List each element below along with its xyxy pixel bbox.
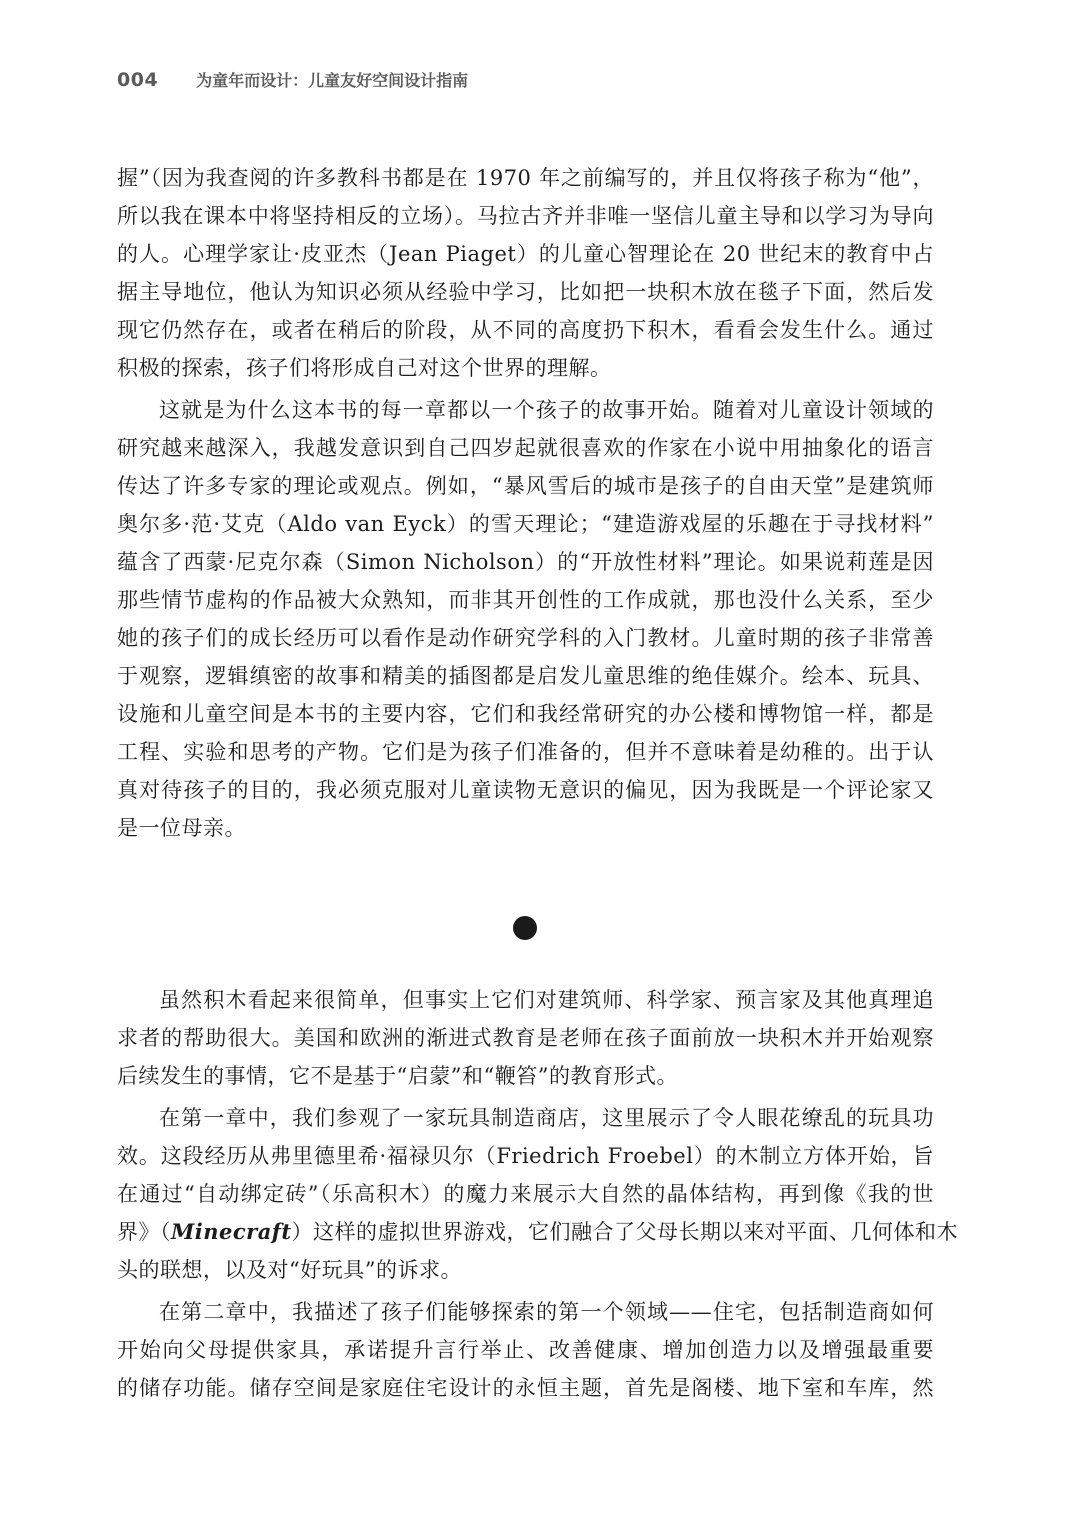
text-line: 后续发生的事情，它不是基于“启蒙”和“鞭笞”的教育形式。 bbox=[117, 1064, 678, 1088]
text-line: 那些情节虚构的作品被大众熟知，而非其开创性的工作成就，那也没什么关系，至少 bbox=[117, 588, 934, 612]
book-title-minecraft: Minecraft bbox=[171, 1219, 292, 1244]
text-line: 是一位母亲。 bbox=[117, 816, 246, 840]
text-line: 蕴含了西蒙·尼克尔森（Simon Nicholson）的“开放性材料”理论。如果说莉莲是因 bbox=[117, 550, 934, 574]
text-line: 她的孩子们的成长经历可以看作是动作研究学科的入门教材。儿童时期的孩子非常善 bbox=[117, 626, 934, 650]
text-line: 在第一章中，我们参观了一家玩具制造商店，这里展示了令人眼花缭乱的玩具功 bbox=[159, 1106, 934, 1130]
text-line: 头的联想，以及对“好玩具”的诉求。 bbox=[117, 1258, 462, 1282]
page-header bbox=[117, 68, 468, 96]
text-line: 传达了许多专家的理论或观点。例如，“暴风雪后的城市是孩子的自由天堂”是建筑师 bbox=[117, 474, 934, 498]
text-line: 开始向父母提供家具，承诺提升言行举止、改善健康、增加创造力以及增强最重要 bbox=[117, 1338, 934, 1362]
text-line: 于观察，逻辑缜密的故事和精美的插图都是启发儿童思维的绝佳媒介。绘本、玩具、 bbox=[117, 664, 934, 688]
text-line: 效。这段经历从弗里德里希·福禄贝尔（Friedrich Froebel）的木制立方体开始，旨 bbox=[117, 1144, 934, 1168]
text-line: 在第二章中，我描述了孩子们能够探索的第一个领域——住宅，包括制造商如何 bbox=[159, 1300, 934, 1324]
text-line: 现它仍然存在，或者在稍后的阶段，从不同的高度扔下积木，看看会发生什么。通过 bbox=[117, 318, 934, 342]
text-line: 这就是为什么这本书的每一章都以一个孩子的故事开始。随着对儿童设计领域的 bbox=[159, 398, 934, 422]
text-line: 虽然积木看起来很简单，但事实上它们对建筑师、科学家、预言家及其他真理追 bbox=[159, 988, 934, 1012]
text-line: 的人。心理学家让·皮亚杰（Jean Piaget）的儿童心智理论在 20 世纪末的教育中占 bbox=[117, 242, 934, 266]
text-line: 奥尔多·范·艾克（Aldo van Eyck）的雪天理论；“建造游戏屋的乐趣在于寻找材料” bbox=[117, 512, 934, 536]
text-line: 在通过“自动绑定砖”（乐高积木）的魔力来展示大自然的晶体结构，再到像《我的世 bbox=[117, 1182, 934, 1206]
text-line: 设施和儿童空间是本书的主要内容，它们和我经常研究的办公楼和博物馆一样，都是 bbox=[117, 702, 934, 726]
text-line: 真对待孩子的目的，我必须克服对儿童读物无意识的偏见，因为我既是一个评论家又 bbox=[117, 778, 934, 802]
text-line: 积极的探索，孩子们将形成自己对这个世界的理解。 bbox=[117, 356, 612, 380]
text-line bbox=[117, 1213, 959, 1251]
text-line: 研究越来越深入，我越发意识到自己四岁起就很喜欢的作家在小说中用抽象化的语言 bbox=[117, 436, 934, 460]
text-fragment: 界》（ bbox=[117, 1220, 171, 1244]
text-line: 据主导地位，他认为知识必须从经验中学习，比如把一块积木放在毯子下面，然后发 bbox=[117, 280, 934, 304]
text-fragment: ）这样的虚拟世界游戏，它们融合了父母长期以来对平面、几何体和木 bbox=[291, 1220, 959, 1244]
text-line: 求者的帮助很大。美国和欧洲的渐进式教育是老师在孩子面前放一块积木并开始观察 bbox=[117, 1026, 934, 1050]
text-line: 的储存功能。储存空间是家庭住宅设计的永恒主题，首先是阁楼、地下室和车库，然 bbox=[117, 1376, 934, 1400]
text-line: 工程、实验和思考的产物。它们是为孩子们准备的，但并不意味着是幼稚的。出于认 bbox=[117, 740, 934, 764]
text-line: 所以我在课本中将坚持相反的立场）。马拉古齐并非唯一坚信儿童主导和以学习为导向 bbox=[117, 204, 934, 228]
text-line: 握”（因为我查阅的许多教科书都是在 1970 年之前编写的，并且仅将孩子称为“他”， bbox=[117, 166, 934, 190]
running-title: 为童年而设计：儿童友好空间设计指南 bbox=[196, 71, 469, 90]
page-number: 004 bbox=[117, 69, 159, 91]
bullet-dot-icon bbox=[513, 916, 537, 940]
